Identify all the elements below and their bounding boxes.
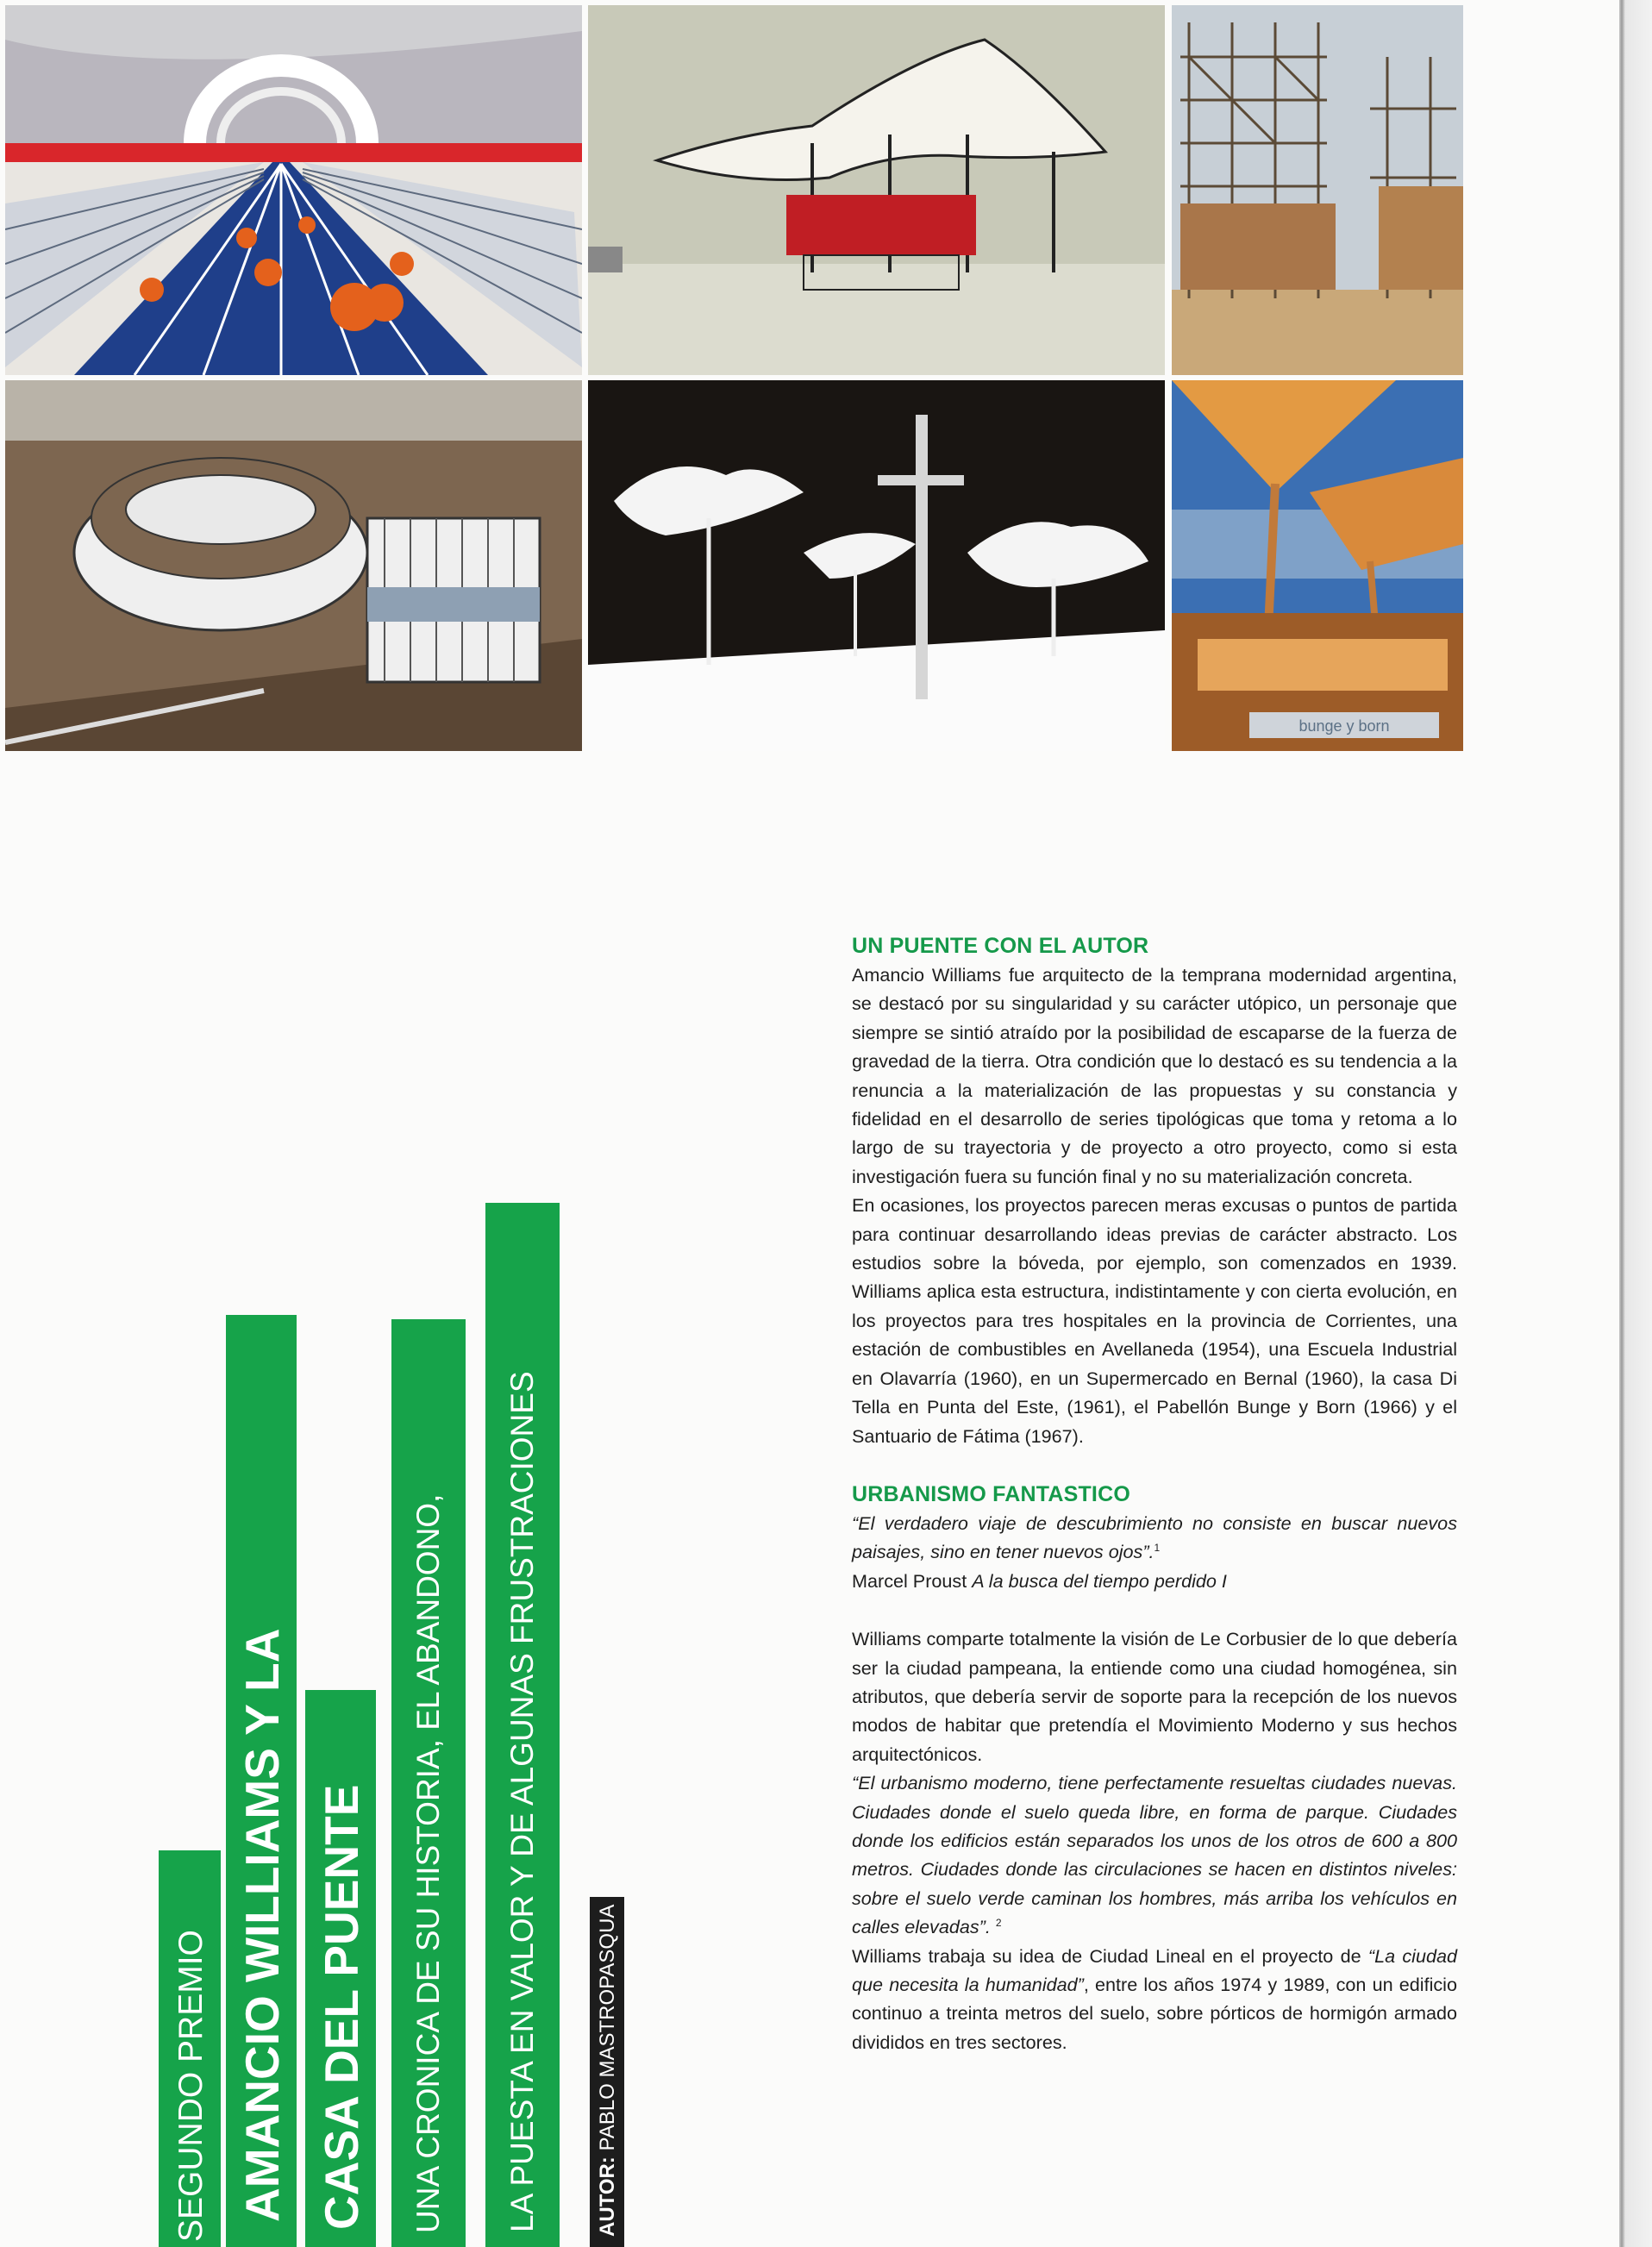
section1-paragraph-1: Amancio Williams fue arquitecto de la temprana modernidad argentina, se destacó por su singularidad y su carácter utópico, un personaje que siempre se sintió atraído por la posibilidad de escaparse de la fuerza de gravedad de la tierra. Otra condición que lo destacó es su tendencia a la renuncia a la materialización de las propuestas y su constancia y fidelidad en el desarrollo de series tipológicas que toma y retoma a lo largo de su trayectoria y de proyecto a otro proyecto, como si esta investigación fuera su función final y no su materialización concreta. — [852, 964, 1457, 1187]
author-name: PABLO MASTROPASQUA — [596, 1904, 619, 2151]
p2-end: , entre los años 1974 y 1989, con un edificio continuo a treinta metros del suelo, sobre pórticos de hormigón armado divididos en tres sectores. — [852, 1974, 1457, 2053]
kicker-label: SEGUNDO PREMIO — [172, 1930, 210, 2242]
page-scan-edge — [1619, 0, 1652, 2247]
photo-caption: bunge y born — [1298, 717, 1390, 735]
epigraph-attribution — [852, 1567, 1457, 1595]
subtitle-line-2: LA PUESTA EN VALOR Y DE ALGUNAS FRUSTRACIONES — [504, 1371, 540, 2232]
photo-canopy-pavilion-drawing — [588, 5, 1165, 375]
kicker-banner — [159, 1850, 221, 2247]
section1-paragraph-2: En ocasiones, los proyectos parecen meras excusas o puntos de partida para continuar desarrollando ideas previas de carácter abstracto. Los estudios sobre la bóveda, por ejemplo, son comenzados en 1939. Williams aplica esta estructura, indistintamente y con cierta evolución, en los proyectos para tres hospitales en la provincia de Corrientes, una estación de combustibles en Avellaneda (1954), una Escuela Industrial en Olavarría (1960), en un Supermercado en Bernal (1960), la casa Di Tella en Punta del Este, (1961), el Pabellón Bunge y Born (1966) y el Santuario de Fátima (1967). — [852, 1194, 1457, 1447]
epigraph-author: Marcel Proust — [852, 1569, 973, 1592]
subtitle-banner-1 — [391, 1319, 466, 2247]
photo-construction-scaffold — [1172, 5, 1463, 375]
epigraph-work: A la busca del tiempo perdido I — [972, 1569, 1227, 1592]
author-credit — [597, 1905, 619, 2237]
footnote-ref-1: 1 — [1154, 1542, 1161, 1555]
author-bar — [590, 1897, 624, 2247]
title-line-1: AMANCIO WILLIAMS Y LA — [235, 1628, 289, 2222]
p2-start: Williams trabaja su idea de Ciudad Lineal en el proyecto de — [852, 1944, 1368, 1967]
photo-sanctuary-canopies-drawing — [588, 380, 1165, 751]
section-heading-un-puente: UN PUENTE CON EL AUTOR — [852, 934, 1149, 958]
section-spacer — [852, 1450, 1457, 1480]
photo-circular-building-drawing — [5, 380, 582, 751]
subtitle-line-1: UNA CRONICA DE SU HISTORIA, EL ABANDONO, — [410, 1493, 446, 2233]
epigraph-quote: “El verdadero viaje de descubrimiento no consiste en buscar nuevos paisajes, sino en tener nuevos ojos”. — [852, 1512, 1457, 1563]
p2-italic-title: “La ciudad que necesita la humanidad” — [852, 1944, 1457, 1995]
section-heading-urbanismo: URBANISMO FANTASTICO — [852, 1481, 1130, 1506]
section2-paragraph-1: Williams comparte totalmente la visión de Le Corbusier de lo que debería ser la ciudad pampeana, la entiende como una ciudad homogénea, sin atributos, que debería servir de soporte para la recepción de los nuevos modos de habitar que pretendía el Movimiento Moderno y sus hechos arquitectónicos. — [852, 1628, 1457, 1765]
section2-quote-2 — [852, 1768, 1457, 1941]
epigraph — [852, 1509, 1457, 1567]
subtitle-banner-2 — [485, 1203, 560, 2247]
photo-pavilion-night — [1172, 380, 1463, 751]
title-banner-1 — [226, 1315, 297, 2247]
author-label: AUTOR: — [596, 2156, 619, 2237]
corbusier-quote: “El urbanismo moderno, tiene perfectamente resueltas ciudades nuevas. Ciudades donde el suelo queda libre, en forma de parque. Ciudades donde los edificios están separados los unos de los otros de 600 a 800 metros. Ciudades donde las circulaciones se hacen en distintos niveles: sobre el suelo verde caminan los hombres, más arriba los vehículos en calles elevadas”. — [852, 1772, 1457, 1938]
title-banner-2 — [305, 1690, 376, 2247]
title-line-2: CASA DEL PUENTE — [315, 1784, 368, 2230]
section2-paragraph-2 — [852, 1942, 1457, 2057]
photo-linear-city-drawing — [5, 5, 582, 375]
article-body — [852, 931, 1457, 2056]
footnote-ref-2: 2 — [995, 1917, 1002, 1929]
section-spacer — [852, 1595, 1457, 1624]
